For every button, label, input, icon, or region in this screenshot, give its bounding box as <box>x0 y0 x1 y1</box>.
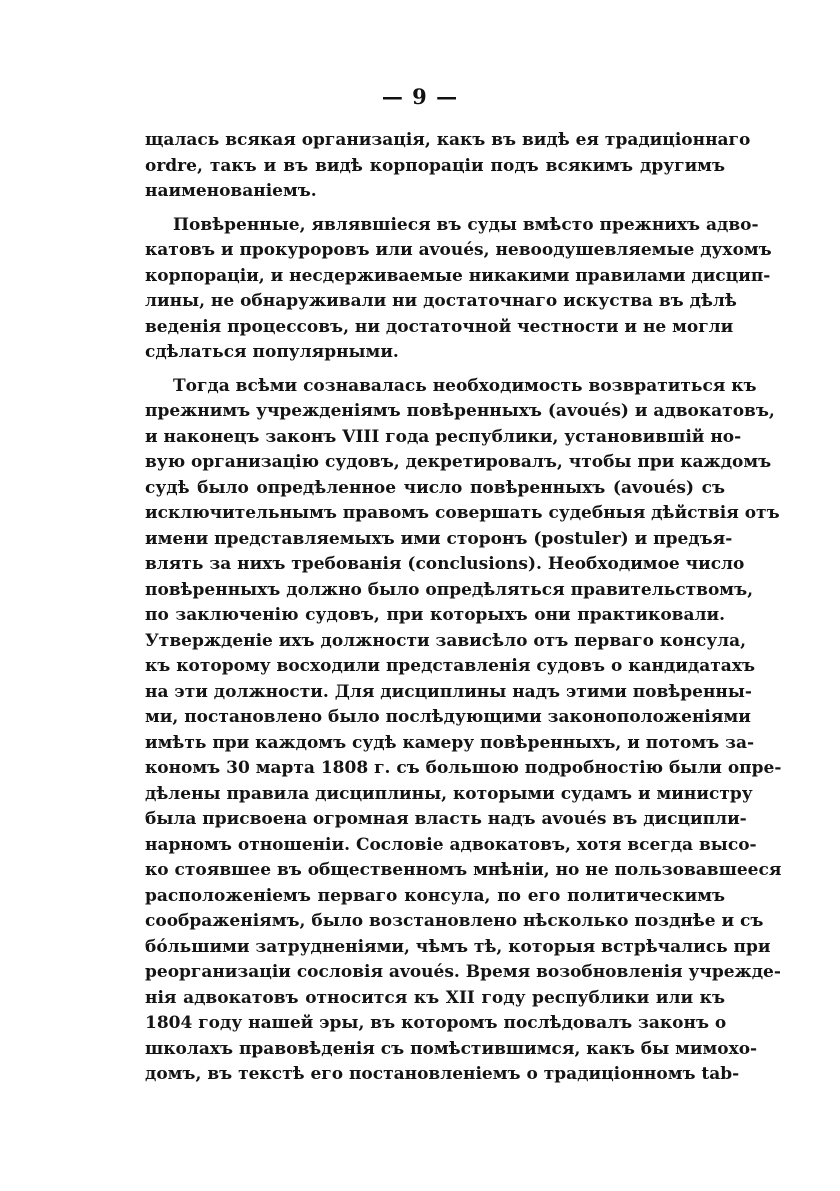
text-line: школахъ правовѣденія съ помѣстившимся, какъ бы мимохо- <box>145 1038 758 1059</box>
text-line: Тогда всѣми сознавалась необходимость возвратиться къ <box>173 375 757 396</box>
text-line: сдѣлаться популярными. <box>145 342 399 362</box>
text-line: прежнимъ учрежденіямъ повѣренныхъ (avoués) и адвокатовъ, <box>145 401 775 421</box>
text-line: кономъ 30 марта 1808 г. съ большою подробностію были опре- <box>145 758 782 778</box>
text-line: щалась всякая организація, какъ въ видѣ ея традиціоннаго <box>145 130 751 150</box>
text-line: Утвержденіе ихъ должности зависѣло отъ перваго консула, <box>145 630 747 651</box>
paragraph-1 <box>145 128 751 205</box>
text-line: расположеніемъ перваго консула, по его политическимъ <box>145 885 725 906</box>
text-line: катовъ и прокуроровъ или avoués, невоодушевляемые духомъ <box>145 240 772 260</box>
text-line: корпораціи, и несдерживаемые никакими правилами дисцип- <box>145 265 771 286</box>
body-text <box>145 128 782 1088</box>
text-line: лины, не обнаруживали ни достаточнаго искуства въ дѣлѣ <box>145 291 737 311</box>
text-line: нарномъ отношеніи. Сословіе адвокатовъ, хотя всегда высо- <box>145 834 757 855</box>
text-line: Повѣренные, являвшіеся въ суды вмѣсто прежнихъ адво- <box>173 214 759 235</box>
text-line: веденія процессовъ, ни достаточной честности и не могли <box>145 316 734 337</box>
paragraph-2 <box>145 213 772 366</box>
text-line: имѣть при каждомъ судѣ камеру повѣренныхъ, и потомъ за- <box>145 732 755 753</box>
text-line: на эти должности. Для дисциплины надъ этими повѣренны- <box>145 681 752 702</box>
text-line: повѣренныхъ должно было опредѣляться правительствомъ, <box>145 579 754 600</box>
text-line: ordre, такъ и въ видѣ корпораціи подъ всякимъ другимъ <box>145 155 725 176</box>
text-line: ко стоявшее въ общественномъ мнѣніи, но не пользовавшееся <box>145 860 782 880</box>
text-line: исключительнымъ правомъ совершать судебныя дѣйствія отъ <box>145 503 780 523</box>
text-line: 1804 году нашей эры, въ которомъ послѣдовалъ законъ о <box>145 1013 727 1033</box>
text-line: нія адвокатовъ относится къ XII году республики или къ <box>145 987 725 1008</box>
text-line: и наконецъ законъ VIII года республики, установившій но- <box>145 426 742 447</box>
text-line: имени представляемыхъ ими сторонъ (postuler) и предъя- <box>145 528 733 549</box>
text-line: влять за нихъ требованія (conclusions). Необходимое число <box>145 554 745 574</box>
text-line: реорганизаціи сословія avoués. Время возобновленія учрежде- <box>145 962 781 982</box>
text-line: соображеніямъ, было возстановлено нѣсколько позднѣе и съ <box>145 911 764 931</box>
text-line: ми, постановлено было послѣдующими законоположеніями <box>145 707 751 727</box>
text-line: судѣ было опредѣленное число повѣренныхъ (avoués) съ <box>145 477 725 498</box>
text-line: наименованіемъ. <box>145 181 317 201</box>
text-line: была присвоена огромная власть надъ avoués въ дисципли- <box>145 809 747 829</box>
text-line: дѣлены правила дисциплины, которыми судамъ и министру <box>145 783 753 804</box>
text-line: къ которому восходили представленія судовъ о кандидатахъ <box>145 656 755 676</box>
text-line: домъ, въ текстѣ его постановленіемъ о традиціонномъ tab- <box>145 1064 740 1084</box>
text-line: бóльшими затрудненіями, чѣмъ тѣ, которыя встрѣчались при <box>145 936 771 957</box>
text-line: по заключенію судовъ, при которыхъ они практиковали. <box>145 605 725 625</box>
page-number: — 9 — <box>381 84 459 109</box>
paragraph-3 <box>145 374 782 1088</box>
text-line: вую организацію судовъ, декретировалъ, чтобы при каждомъ <box>145 452 772 472</box>
